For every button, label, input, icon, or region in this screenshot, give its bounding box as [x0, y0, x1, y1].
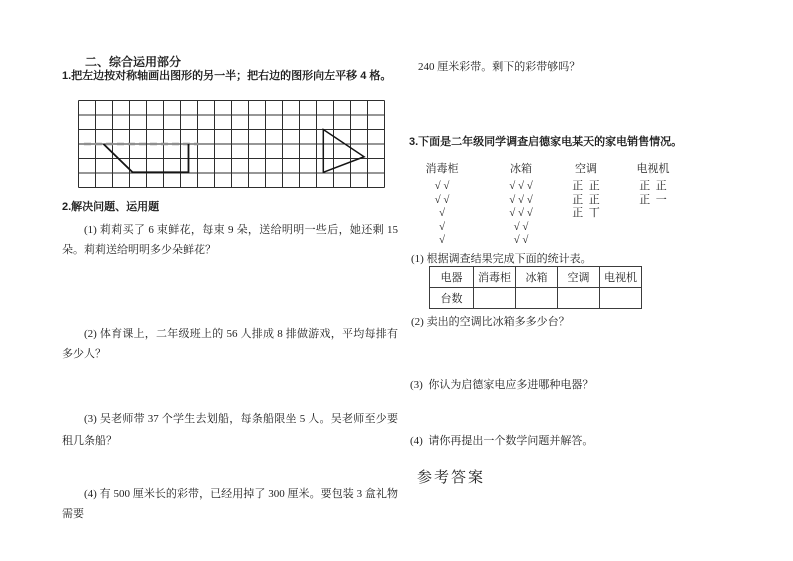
- tally-marks: [416, 180, 468, 248]
- problem-4: (4) 有 500 厘米长的彩带，已经用掉了 300 厘米。要包装 3 盒礼物需要: [62, 488, 398, 520]
- tally-marks: [556, 180, 616, 221]
- table-header-cell: 电视机: [600, 267, 642, 288]
- subquestion-3: (3) 你认为启德家电应多进哪种电器？: [410, 379, 594, 391]
- problem-4-continuation: 240 厘米彩带。剩下的彩带够吗？: [418, 61, 581, 73]
- grid-lines: [79, 101, 385, 188]
- tally-row: 正 正: [572, 193, 600, 206]
- question-1-text: 1.把左边按对称轴画出图形的另一半；把右边的图形向左平移 4 格。: [62, 70, 392, 82]
- grid-figure: [78, 100, 386, 194]
- tally-row: 正 正: [639, 180, 667, 192]
- tally-row: √ √ √: [509, 207, 533, 219]
- table-header-cell: 冰箱: [516, 267, 558, 288]
- tally-row: 正 正: [572, 180, 600, 192]
- statistics-table: [429, 266, 642, 309]
- tally-row: √ √: [434, 180, 450, 192]
- table-header-cell: 消毒柜: [474, 267, 516, 288]
- subquestion-2: (2) 卖出的空调比冰箱多多少台？: [411, 316, 570, 328]
- table-answer-cell: [600, 288, 642, 309]
- subquestion-1: (1) 根据调查结果完成下面的统计表。: [411, 253, 592, 265]
- tally-row: √: [438, 207, 446, 219]
- question-2-title: 2.解决问题、运用题: [62, 201, 160, 213]
- table-header-cell: 空调: [558, 267, 600, 288]
- tally-column-fridge: [492, 162, 550, 248]
- problem-3: (3) 吴老师带 37 个学生去划船，每条船限坐 5 人。吴老师至少要租几条船？: [62, 413, 398, 447]
- tally-marks: [622, 180, 684, 207]
- tally-marks: [492, 180, 550, 248]
- tally-row: √ √: [513, 220, 529, 233]
- tally-label: 冰箱: [510, 163, 532, 175]
- tally-row: √: [438, 220, 446, 233]
- table-answer-cell: [516, 288, 558, 309]
- tally-row: √ √: [434, 193, 450, 206]
- question-3-title: 3.下面是二年级同学调查启德家电某天的家电销售情况。: [409, 136, 683, 148]
- tally-row: 正 一: [639, 193, 667, 206]
- triangle-shape: [323, 130, 364, 173]
- problem-2: (2) 体育课上，二年级班上的 56 人排成 8 排做游戏，平均每排有多少人？: [62, 328, 398, 360]
- table-answer-cell: [474, 288, 516, 309]
- reference-answers-title: 参考答案: [417, 470, 486, 486]
- tally-label: 空调: [575, 163, 597, 175]
- tally-row: √ √ √: [509, 180, 533, 192]
- problem-1: (1) 莉莉买了 6 束鲜花，每束 9 朵，送给明明一些后，她还剩 15 朵。莉莉送给明明多少朵鲜花？: [62, 224, 398, 256]
- table-answer-cell: [558, 288, 600, 309]
- section-2-title: 二、综合运用部分: [85, 55, 182, 69]
- tally-row: √: [438, 234, 446, 246]
- tally-label: 消毒柜: [425, 163, 459, 175]
- tally-column-air-conditioner: [556, 162, 616, 221]
- tally-label: 电视机: [636, 163, 670, 175]
- tally-column-tv: [622, 162, 684, 207]
- table-header-cell: 电器: [430, 267, 474, 288]
- table-row-label: 台数: [430, 288, 474, 309]
- table-header-row: [430, 267, 642, 288]
- tally-row: 正 丅: [572, 207, 600, 219]
- table-count-row: [430, 288, 642, 309]
- tally-row: √ √: [513, 234, 529, 246]
- tally-row: √ √ √: [509, 193, 533, 206]
- subquestion-4: (4) 请你再提出一个数学问题并解答。: [410, 435, 594, 447]
- tally-column-disinfection-cabinet: [416, 162, 468, 248]
- grid-svg: [78, 100, 386, 189]
